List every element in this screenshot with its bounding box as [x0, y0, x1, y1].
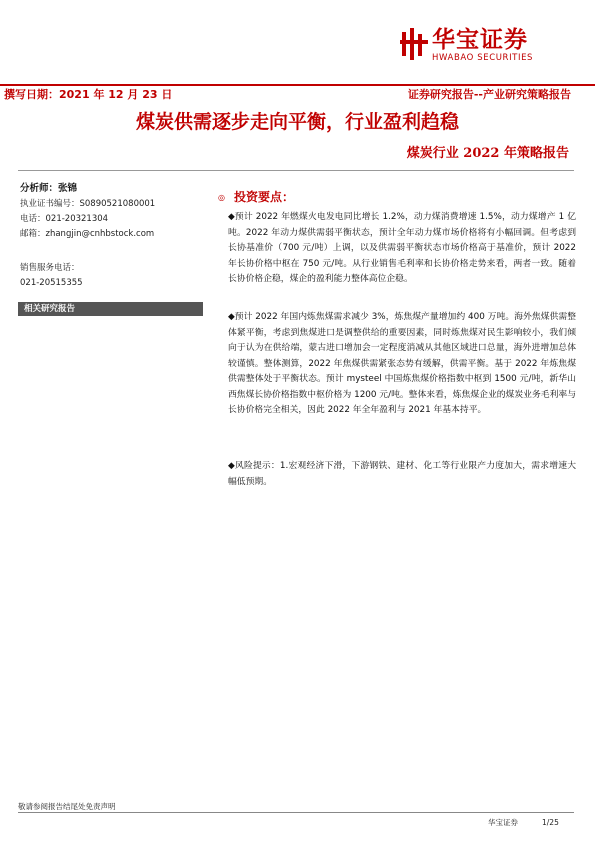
logo-icon [400, 28, 428, 60]
analyst-email[interactable]: 邮箱：zhangjin@cnhbstock.com [20, 229, 155, 239]
report-date: 撰写日期：2021 年 12 月 23 日 [4, 88, 173, 101]
logo-text: 华宝证券 [432, 27, 528, 53]
key-point-paragraph: ◆风险提示：1.宏观经济下滑，下游钢铁、建材、化工等行业限产力度加大，需求增速大幅低预期。 [228, 461, 576, 487]
sales-label: 销售服务电话： [20, 263, 80, 273]
footer-brand: 华宝证券 [488, 818, 518, 827]
title-divider [18, 170, 574, 171]
header-divider [0, 84, 595, 86]
key-point-paragraph: ◆预计 2022 年燃煤火电发电同比增长 1.2%，动力煤消费增速 1.5%，动力煤增产 1 亿吨。2022 年动力煤供需弱平衡状态，预计全年动力煤市场价格将有小幅回调。但考虑到长协基准价（700 元/吨）上调，以及供需弱平衡状态市场价格高于基准价，预计 2022 年长协价格中枢在 750 元/吨。从行业销售毛利率和长协价格走势来看，两者一致。随着长协价格企稳，煤企的盈利能力整体高位企稳。 [228, 212, 576, 284]
analyst-phone: 电话：021-20321304 [20, 214, 109, 224]
footer-divider [18, 812, 574, 813]
bullet-icon: ◎ [218, 193, 225, 202]
page-number: 1/25 [542, 818, 559, 827]
related-reports-header: 相关研究报告 [18, 302, 203, 316]
report-type: 证券研究报告--产业研究策略报告 [407, 88, 571, 101]
disclaimer: 敬请参阅报告结尾处免责声明 [18, 802, 116, 811]
license-number: 执业证书编号：S0890521080001 [20, 199, 156, 209]
logo-english-text: HWABAO SECURITIES [432, 53, 534, 63]
analyst-name: 分析师：张锦 [20, 183, 78, 194]
key-point-paragraph: ◆预计 2022 年国内炼焦煤需求减少 3%，炼焦煤产量增加约 400 万吨。海外焦煤供需整体紧平衡，考虑到焦煤进口是调整供给的重要因素，同时炼焦煤对民生影响较小，我们倾向于认为在供给端，蒙古进口增加会一定程度消减从其他区域进口总量，海外进增加总体较谨慎。整体测算，2022 年焦煤供需紧张态势有缓解，供需平衡。基于 2022 年炼焦煤供需整体处于平衡状态。预计 mysteel 中国炼焦煤价格指数中枢到 1500 元/吨，新华山西焦煤长协价格指数中枢价格为 1200 元/吨。整体来看，炼焦煤企业的煤炭业务毛利率与长协价格完全相关，因此 2022 年全年盈利与 2021 年基本持平。 [228, 312, 576, 415]
sales-phone: 021-20515355 [20, 278, 83, 288]
page-subtitle: 煤炭行业 2022 年策略报告 [406, 146, 569, 161]
key-points-title: 投资要点： [234, 190, 295, 204]
page-title: 煤炭供需逐步走向平衡，行业盈利趋稳 [135, 111, 459, 133]
